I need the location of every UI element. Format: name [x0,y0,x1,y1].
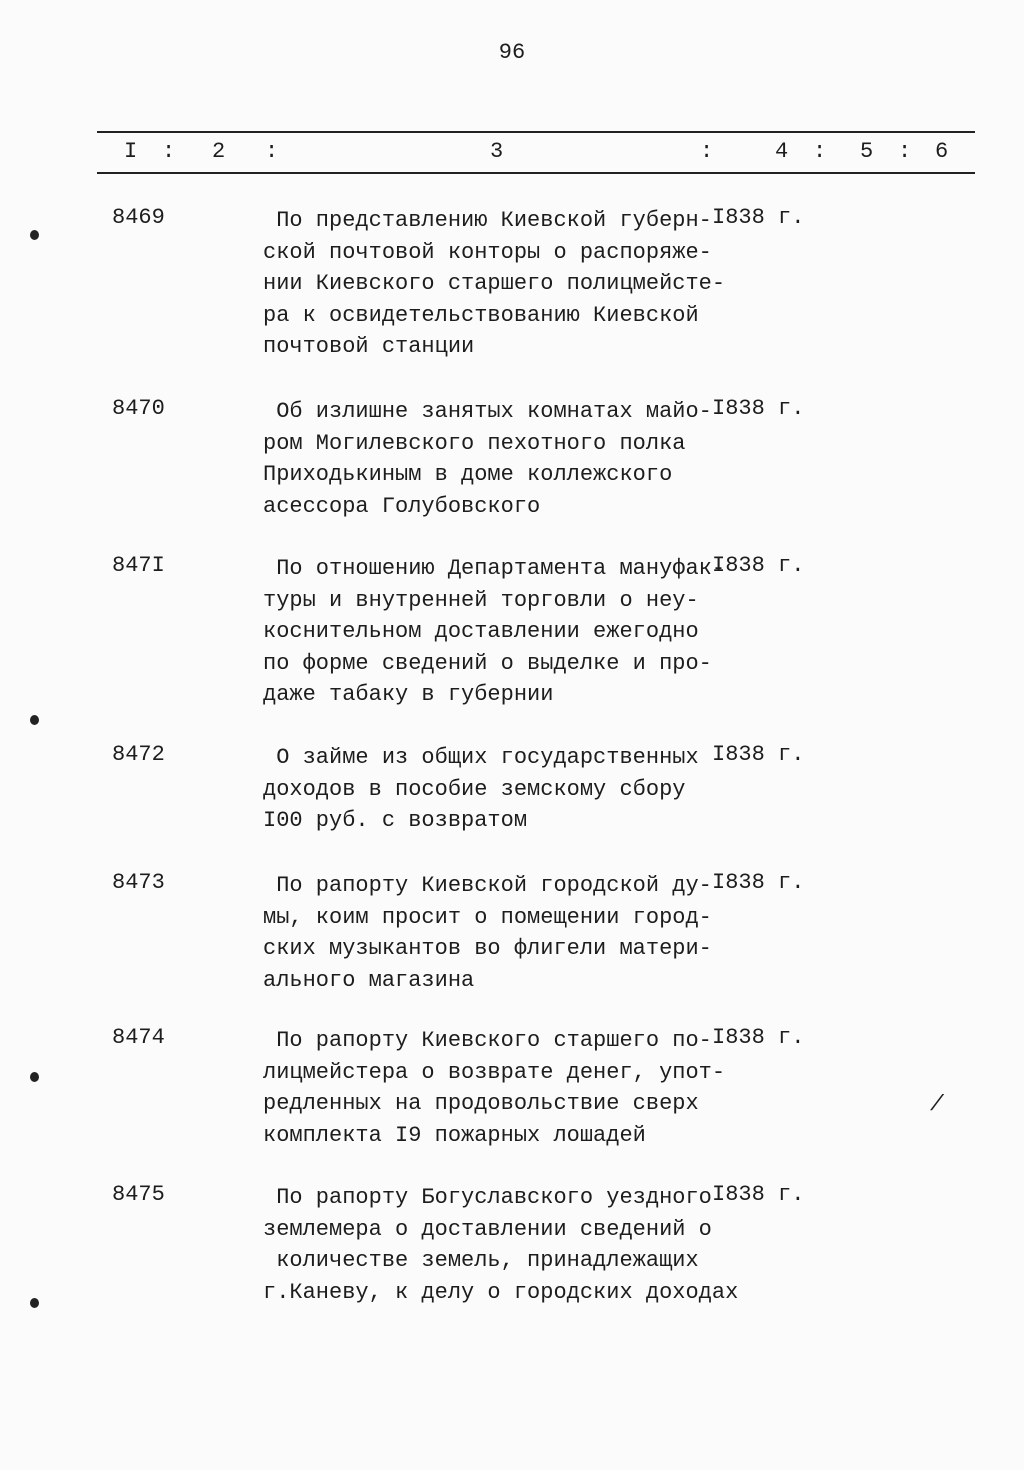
margin-mark: / [927,1092,946,1117]
file-number: 8474 [112,1025,165,1050]
col-separator: : [898,139,912,164]
punch-hole [30,1298,39,1308]
title-line: даже табаку в губернии [263,682,554,707]
title-line: по форме сведений о выделке и про- [263,650,712,676]
col-header-2: 2 [212,139,226,164]
file-title [263,1182,739,1308]
file-number: 8469 [112,205,165,230]
title-line: Об излишне занятых комнатах майо- [263,399,712,424]
table-header-bottom-rule [97,172,975,174]
col-header-6: 6 [935,139,949,164]
file-title [263,396,713,522]
col-header-1: I [124,139,138,164]
title-line: По отношению Департамента мануфак- [263,556,726,581]
file-year: I838 г. [712,205,805,230]
title-line: коснительном доставлении ежегодно [263,619,699,644]
file-number: 8473 [112,870,165,895]
title-line: туры и внутренней торговли о неу- [263,587,699,613]
file-year: I838 г. [712,742,805,767]
title-line: I00 руб. с возвратом [263,808,528,833]
col-separator: : [162,139,176,164]
col-separator: : [813,139,827,164]
file-year: I838 г. [712,1182,805,1207]
file-title [263,870,713,996]
title-line: Приходькиным в доме коллежского [263,462,673,487]
file-year: I838 г. [712,1025,805,1050]
file-year: I838 г. [712,870,805,895]
title-line: По рапорту Киевской городской ду- [263,873,712,898]
title-line: г.Каневу, к делу о городских доходах [263,1279,739,1305]
title-line: лицмейстера о возврате денег, упот- [263,1059,726,1085]
title-line: редленных на продовольствие сверх [263,1091,699,1116]
file-title [263,205,726,363]
title-line: количестве земель, принадлежащих [263,1248,699,1273]
page-number: 96 [498,40,526,65]
punch-hole [30,715,39,725]
file-year: I838 г. [712,396,805,421]
title-line: ального магазина [263,967,475,993]
file-number: 847I [112,553,165,578]
title-line: О займе из общих государственных [263,745,699,770]
title-line: землемера о доставлении сведений о [263,1216,712,1242]
file-title [263,742,713,837]
title-line: ра к освидетельствованию Киевской [263,302,699,328]
table-header-top-rule [97,131,975,133]
file-number: 8475 [112,1182,165,1207]
col-separator: : [265,139,279,164]
title-line: По представлению Киевской губерн- [263,208,712,233]
col-header-4: 4 [775,139,789,164]
file-number: 8470 [112,396,165,421]
title-line: нии Киевского старшего полицмейсте- [263,271,726,296]
punch-hole [30,230,39,240]
punch-hole [30,1072,39,1082]
col-header-5: 5 [860,139,874,164]
col-header-3: 3 [490,139,504,164]
title-line: доходов в пособие земскому сбору [263,776,686,802]
title-line: комплекта I9 пожарных лошадей [263,1122,646,1148]
title-line: мы, коим просит о помещении город- [263,904,712,930]
title-line: ских музыкантов во флигели матери- [263,936,712,961]
title-line: По рапорту Киевского старшего по- [263,1028,712,1053]
title-line: ской почтовой конторы о распоряже- [263,239,712,265]
title-line: асессора Голубовского [263,493,541,519]
title-line: ром Могилевского пехотного полка [263,430,686,456]
file-title [263,553,726,711]
file-year: I838 г. [712,553,805,578]
title-line: почтовой станции [263,334,475,359]
file-title [263,1025,726,1151]
col-separator: : [700,139,714,164]
title-line: По рапорту Богуславского уездного [263,1185,712,1210]
file-number: 8472 [112,742,165,767]
